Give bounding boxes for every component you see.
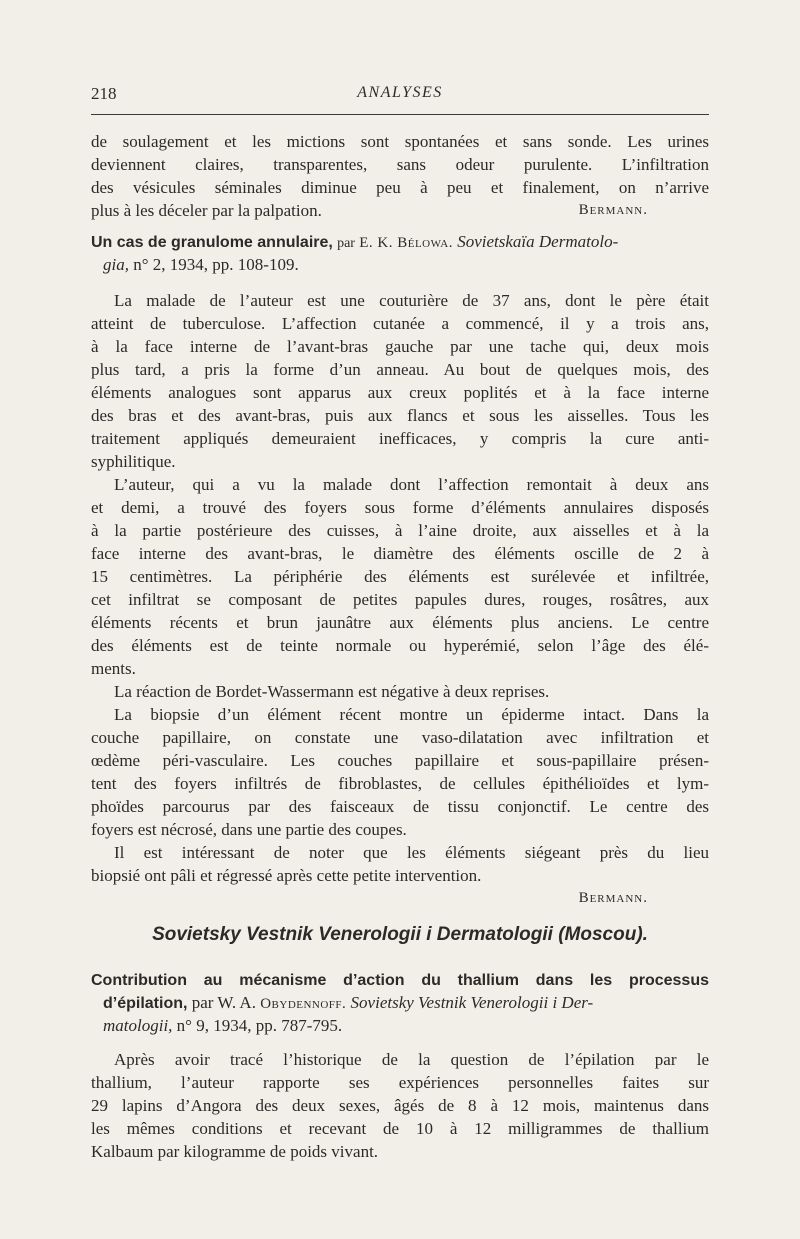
- text-line: traitement appliqués demeuraient inefficaces, y compris la cure anti-: [91, 429, 709, 448]
- author: E. K. Bélowa.: [359, 235, 453, 251]
- text-line: les mêmes conditions et recevant de 10 à 12 milligrammes de thallium: [91, 1119, 709, 1138]
- author-initials: W. A.: [217, 993, 256, 1012]
- text-line: 29 lapins d’Angora des deux sexes, âgés de 8 à 12 mois, maintenus dans: [91, 1096, 709, 1115]
- text-line: cet infiltrat se composant de petites papules dures, rouges, rosâtres, aux: [91, 590, 709, 609]
- text-line: face interne des avant-bras, le diamètre des éléments oscille de 2 à: [91, 544, 709, 563]
- text-line: éléments analogues sont apparus aux creux poplités et à la face interne: [91, 383, 709, 402]
- article-heading-cont: [91, 253, 709, 276]
- text-line: ments.: [91, 659, 136, 678]
- article-title-cont: d’épilation,: [103, 995, 188, 1012]
- journal-name-cont: gia,: [103, 255, 129, 274]
- signature: Bermann.: [578, 202, 648, 218]
- text-line: syphilitique.: [91, 452, 176, 471]
- page-number: 218: [91, 84, 117, 103]
- text-line: éléments récents et brun jaunâtre aux éléments plus anciens. Le centre: [91, 613, 709, 632]
- text-line: à la face interne de l’avant-bras gauche par une tache qui, deux mois: [91, 337, 709, 356]
- article-heading: [91, 968, 709, 991]
- text-line: et demi, a trouvé des foyers sous forme d’éléments annulaires disposés: [91, 498, 709, 517]
- text-line: 15 centimètres. La périphérie des éléments est surélevée et infiltrée,: [91, 567, 709, 586]
- text-line: L’auteur, qui a vu la malade dont l’affection remontait à deux ans: [114, 475, 709, 494]
- text-line: de soulagement et les mictions sont spontanées et sans sonde. Les urines: [91, 132, 709, 151]
- text-line: Kalbaum par kilogramme de poids vivant.: [91, 1142, 379, 1161]
- text-line: plus tard, a pris la forme d’un anneau. Au bout de quelques mois, des: [91, 360, 709, 379]
- text-line: Il est intéressant de noter que les éléments siégeant près du lieu: [114, 843, 709, 862]
- article-title: Contribution au mécanisme d’action du thallium dans les processus: [91, 972, 709, 989]
- signature: Bermann.: [578, 890, 648, 906]
- author: Obydennoff.: [260, 996, 347, 1012]
- header-rule: [91, 114, 709, 115]
- text-line: foyers est nécrosé, dans une partie des coupes.: [91, 820, 407, 839]
- by-word: par: [191, 993, 214, 1012]
- reference: n° 9, 1934, pp. 787-795.: [176, 1016, 343, 1035]
- text-line: à la partie postérieure des cuisses, à l’aine droite, aux aisselles et à la: [91, 521, 709, 540]
- text-line: couche papillaire, on constate une vaso-dilatation avec infiltration et: [91, 728, 709, 747]
- text-line: thallium, l’auteur rapporte ses expériences personnelles faites sur: [91, 1073, 709, 1092]
- journal-name: Sovietsky Vestnik Venerologii i Der-: [350, 993, 594, 1012]
- text-line: La biopsie d’un élément récent montre un épiderme intact. Dans la: [114, 705, 709, 724]
- text-line: [91, 199, 709, 222]
- text-line: La réaction de Bordet-Wassermann est négative à deux reprises.: [114, 682, 550, 701]
- text-line: des éléments est de teinte normale ou hyperémié, selon l’âge des élé-: [91, 636, 709, 655]
- text-line: des bras et des avant-bras, puis aux flancs et sous les aisselles. Tous les: [91, 406, 709, 425]
- article-heading-cont: [91, 991, 709, 1014]
- text-line: œdème péri-vasculaire. Les couches papillaire et sous-papillaire présen-: [91, 751, 709, 770]
- article-title: Un cas de granulome annulaire,: [91, 234, 333, 251]
- by-word: par: [337, 236, 355, 251]
- text-line-content: plus à les déceler par la palpation.: [91, 201, 322, 220]
- article-heading: [91, 230, 709, 253]
- running-title: ANALYSES: [357, 84, 443, 101]
- reference: n° 2, 1934, pp. 108-109.: [133, 255, 299, 274]
- text-line: La malade de l’auteur est une couturière de 37 ans, dont le père était: [114, 291, 709, 310]
- journal-name-cont: matologii,: [103, 1016, 173, 1035]
- text-line: tent des foyers infiltrés de fibroblastes, de cellules épithélioïdes et lym-: [91, 774, 709, 793]
- article-heading-cont: [91, 1014, 709, 1037]
- text-line: des vésicules séminales diminue peu à peu et finalement, on n’arrive: [91, 178, 709, 197]
- journal-heading: Sovietsky Vestnik Venerologii i Dermatologii (Moscou).: [152, 924, 648, 945]
- text-line: deviennent claires, transparentes, sans odeur purulente. L’infiltration: [91, 155, 709, 174]
- text-line: phoïdes parcourus par des faisceaux de tissu conjonctif. Le centre des: [91, 797, 709, 816]
- text-line: biopsié ont pâli et régressé après cette petite intervention.: [91, 866, 482, 885]
- page-header: [91, 84, 709, 108]
- text-line: atteint de tuberculose. L’affection cutanée a commencé, il y a trois ans,: [91, 314, 709, 333]
- journal-name: Sovietskaïa Dermatolo-: [457, 232, 619, 251]
- text-line: Après avoir tracé l’historique de la question de l’épilation par le: [114, 1050, 709, 1069]
